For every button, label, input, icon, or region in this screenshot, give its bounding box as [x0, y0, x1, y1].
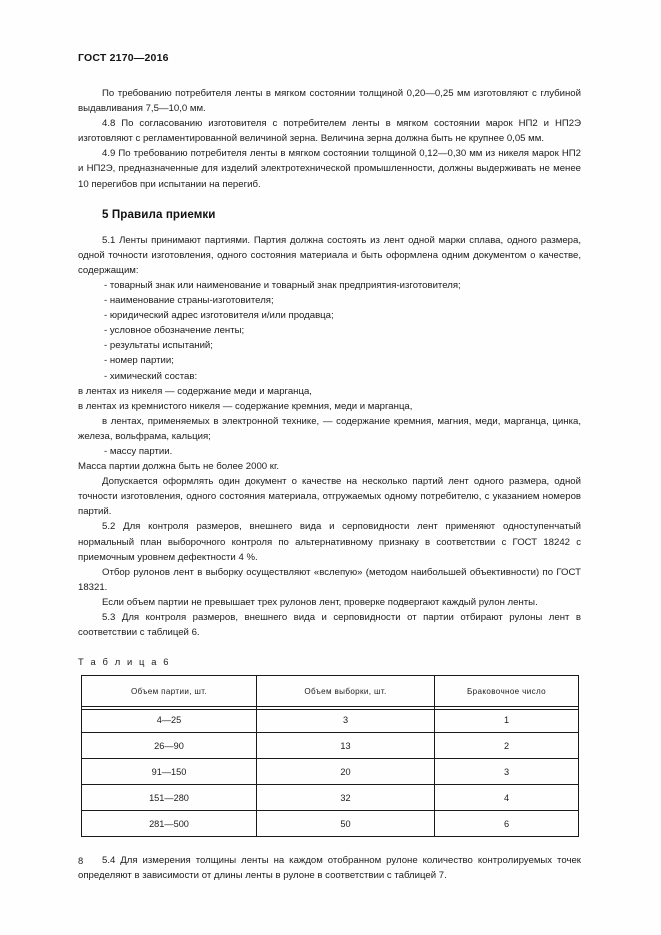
table-caption-6: Т а б л и ц а 6 — [78, 656, 171, 668]
paragraph-multi-lot-document: Допускается оформлять один документ о качестве на несколько партий лент одного размера, одной точности изготовления, одного состояния материала, отгружаемых одному потребителю, с указанием номеров партий. — [78, 476, 581, 518]
cell-reject-number: 1 — [435, 707, 579, 733]
spacer — [78, 192, 581, 208]
table-body — [82, 707, 579, 837]
cell-reject-number: 2 — [435, 733, 579, 759]
list-item: - химический состав: — [104, 370, 198, 382]
cell-sample-size: 20 — [257, 759, 435, 785]
spacer — [78, 640, 581, 656]
table-header-double-rule — [81, 709, 579, 710]
paragraph-5-1: 5.1 Ленты принимают партиями. Партия должна состоять из лент одной марки сплава, одного размера, одной точности изготовления, одного состояния материала и быть оформлена одним документом о качестве, содержащим: — [78, 234, 581, 276]
paragraph-4-9: 4.9 По требованию потребителя ленты в мягком состоянии толщиной 0,12—0,30 мм из никеля марок НП2 и НП2Э, предназначенные для изделий электротехнической промышленности, должны выдерживать не менее 10 перегибов при испытании на перегиб. — [78, 148, 581, 190]
cell-reject-number: 6 — [435, 811, 579, 837]
cell-sample-size: 13 — [257, 733, 435, 759]
section-heading-5: 5 Правила приемки — [102, 207, 216, 221]
running-head-standard-id: ГОСТ 2170—2016 — [78, 52, 169, 64]
column-header-reject-number: Браковочное число — [435, 676, 579, 707]
paragraph-5-4: 5.4 Для измерения толщины ленты на каждом отобранном рулоне количество контролируемых точек определяют в зависимости от длины ленты в рулоне в соответствии с таблицей 7. — [78, 855, 581, 882]
paragraph-4-8: 4.8 По согласованию изготовителя с потребителем ленты в мягком состоянии марок НП2 и НП2Э изготовляют с регламентированной величиной зерна. Величина зерна должна быть не крупнее 0,05 мм. — [78, 118, 581, 145]
cell-lot-size: 26—90 — [82, 733, 257, 759]
table-row — [82, 811, 579, 837]
cell-reject-number: 3 — [435, 759, 579, 785]
list-item: - условное обозначение ленты; — [104, 325, 245, 337]
list-item: - номер партии; — [104, 355, 174, 367]
chemical-composition-line: в лентах, применяемых в электронной технике, — содержание кремния, магния, меди, марганца, цинка, железа, вольфрама, кальция; — [78, 415, 581, 442]
cell-lot-size: 4—25 — [82, 707, 257, 733]
list-item: - юридический адрес изготовителя и/или продавца; — [104, 310, 334, 322]
chemical-composition-line: в лентах из кремнистого никеля — содержание кремния, меди и марганца, — [78, 400, 413, 412]
table-6 — [81, 675, 579, 837]
list-item: - наименование страны-изготовителя; — [104, 295, 274, 307]
paragraph-mass-limit: Масса партии должна быть не более 2000 кг. — [78, 461, 279, 473]
paragraph-blind-sampling: Отбор рулонов лент в выборку осуществляют «вслепую» (методом наибольшей объективности) по ГОСТ 18321. — [78, 566, 581, 593]
cell-reject-number: 4 — [435, 785, 579, 811]
table-row — [82, 733, 579, 759]
page-body-column — [78, 86, 581, 883]
table-row — [82, 785, 579, 811]
list-item: - результаты испытаний; — [104, 340, 213, 352]
spacer — [78, 837, 581, 853]
list-item-mass: - массу партии. — [104, 445, 173, 457]
cell-lot-size: 151—280 — [82, 785, 257, 811]
cell-sample-size: 50 — [257, 811, 435, 837]
paragraph-5-2: 5.2 Для контроля размеров, внешнего вида и серповидности лент применяют одноступенчатый нормальный план выборочного контроля по альтернативному признаку в соответствии с ГОСТ 18242 с приемочным уровнем дефектности 4 %. — [78, 521, 581, 563]
column-header-lot-size: Объем партии, шт. — [82, 676, 257, 707]
cell-lot-size: 281—500 — [82, 811, 257, 837]
cell-sample-size: 3 — [257, 707, 435, 733]
chemical-composition-line: в лентах из никеля — содержание меди и марганца, — [78, 385, 312, 397]
paragraph-small-lot: Если объем партии не превышает трех рулонов лент, проверке подвергают каждый рулон ленты. — [102, 596, 538, 608]
page-number: 8 — [78, 855, 84, 866]
table-row — [82, 707, 579, 733]
cell-sample-size: 32 — [257, 785, 435, 811]
paragraph-5-3: 5.3 Для контроля размеров, внешнего вида и серповидности от партии отбирают рулоны лент в соответствии с таблицей 6. — [78, 612, 581, 639]
table-row — [82, 759, 579, 785]
table-head — [82, 676, 579, 707]
list-item: - товарный знак или наименование и товарный знак предприятия-изготовителя; — [104, 279, 461, 291]
paragraph-4-7-continued: По требованию потребителя ленты в мягком состоянии толщиной 0,20—0,25 мм изготовляют с глубиной выдавливания 7,5—10,0 мм. — [78, 88, 581, 115]
cell-lot-size: 91—150 — [82, 759, 257, 785]
table-header-row — [82, 676, 579, 707]
column-header-sample-size: Объем выборки, шт. — [257, 676, 435, 707]
spacer — [78, 221, 581, 233]
